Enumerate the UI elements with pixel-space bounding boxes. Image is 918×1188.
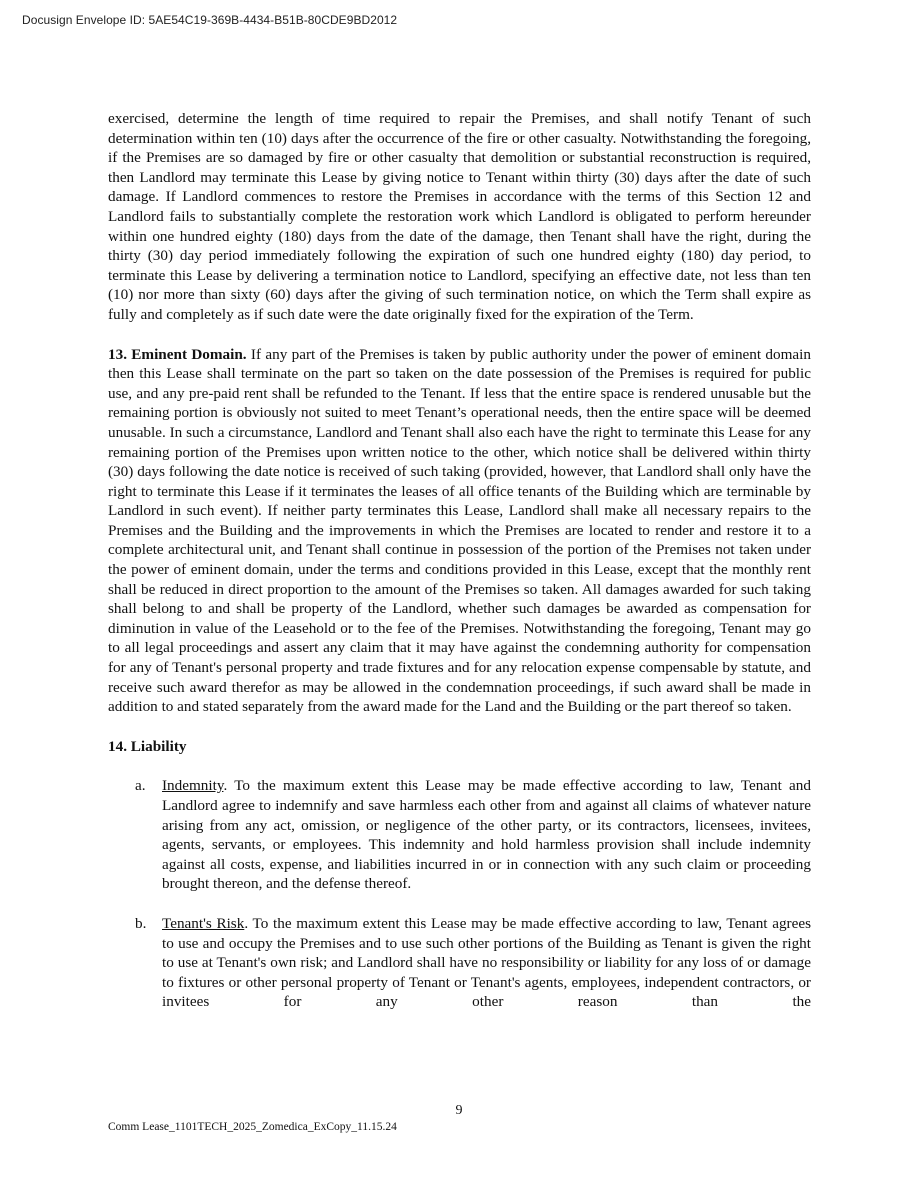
section-13-body: If any part of the Premises is taken by public authority under the power of eminent domain then this Lease shall terminate on the part so taken on the date possession of the Premises is required for public use, and any pre-paid rent shall be refunded to the Tenant. If less that the entire space is rendered unusable but the remaining portion is obviously not suited to meet Tenant’s operational needs, then the entire space will be deemed unusable. In such a circumstance, Landlord and Tenant shall also each have the right to terminate this Lease for any remaining portion of the Premises upon written notice to the other, which notice shall be delivered within thirty (30) days following the date notice is received of such taking (provided, however, that Landlord shall only have the right to terminate this Lease if it terminates the leases of all office tenants of the Building which are terminable by Landlord in such event). If neither party terminates this Lease, Landlord shall make all necessary repairs to the Premises and the Building and the improvements in which the Premises are located to render and restore it to a complete architectural unit, and Tenant shall continue in possession of the portion of the Premises not taken under the power of eminent domain, under the terms and conditions provided in this Lease, except that the monthly rent shall be reduced in direct proportion to the amount of the Premises so taken. All damages awarded for such taking shall belong to and shall be property of the Landlord, whether such damages be awarded as compensation for diminution in value of the Leasehold or to the fee of the Premises. Notwithstanding the foregoing, Tenant may go to all legal proceedings and assert any claim that it may have against the condemning authority for compensation for any of Tenant's personal property and trade fixtures and for any relocation expense compensable by statute, and receive such award therefor as may be allowed in the condemnation proceedings, if such award shall be made in addition to and stated separately from the award made for the Land and the Building or the part thereof so taken. (108, 345, 811, 716)
section-14-item-b (108, 914, 811, 1012)
docusign-envelope-id: Docusign Envelope ID: 5AE54C19-369B-4434-B51B-80CDE9BD2012 (22, 13, 398, 27)
section-12-continuation: exercised, determine the length of time required to repair the Premises, and shall notify Tenant of such determination within ten (10) days after the occurrence of the fire or other casualty. Notwithstanding the foregoing, if the Premises are so damaged by fire or other casualty that demolition or substantial reconstruction is required, then Landlord may terminate this Lease by giving notice to Tenant within thirty (30) days after the date of such damage. If Landlord commences to restore the Premises in accordance with the terms of this Section 12 and Landlord fails to substantially complete the restoration work which Landlord is obligated to perform hereunder within one hundred eighty (180) days from the date of the damage, then Tenant shall have the right, during the thirty (30) day period immediately following the expiration of such one hundred eighty (180) day period, to terminate this Lease by delivering a termination notice to Landlord, specifying an effective date, not less than ten (10) nor more than sixty (60) days after the giving of such termination notice, on which the Term shall expire as fully and completely as if such date were the date originally fixed for the expiration of the Term. (108, 110, 811, 323)
section-14-heading: 14. Liability (108, 737, 187, 755)
document-footer: Comm Lease_1101TECH_2025_Zomedica_ExCopy_11.15.24 (108, 1121, 397, 1133)
item-body: . To the maximum extent this Lease may be made effective according to law, Tenant agrees to use and occupy the Premises and to use such other portions of the Building as Tenant is given the right to use at Tenant's own risk; and Landlord shall have no responsibility or liability for any loss of or damage to fixtures or other personal property of Tenant or Tenant's agents, employees, independent contractors, or invitees for any other reason than the (162, 914, 812, 1011)
section-13-heading: 13. Eminent Domain. (108, 345, 247, 363)
item-marker: b. (135, 914, 147, 932)
item-title-indemnity: Indemnity (162, 777, 224, 795)
item-marker: a. (135, 777, 146, 795)
item-title-tenants-risk: Tenant's Risk (162, 914, 245, 932)
section-13-eminent-domain (108, 345, 811, 717)
document-body (108, 109, 811, 1012)
page-number: 9 (455, 1103, 463, 1118)
item-body: . To the maximum extent this Lease may be made effective according to law, Tenant and Landlord agree to indemnify and save harmless each other from and against all claims of whatever nature arising from any act, omission, or negligence of the other party, or its contractors, licensees, invitees, agents, servants, or employees. This indemnity and hold harmless provision shall include indemnity against all costs, expense, and liabilities incurred in or in connection with any such claim or proceeding brought thereon, and the defense thereof. (162, 777, 811, 893)
section-14-item-a (108, 776, 811, 894)
